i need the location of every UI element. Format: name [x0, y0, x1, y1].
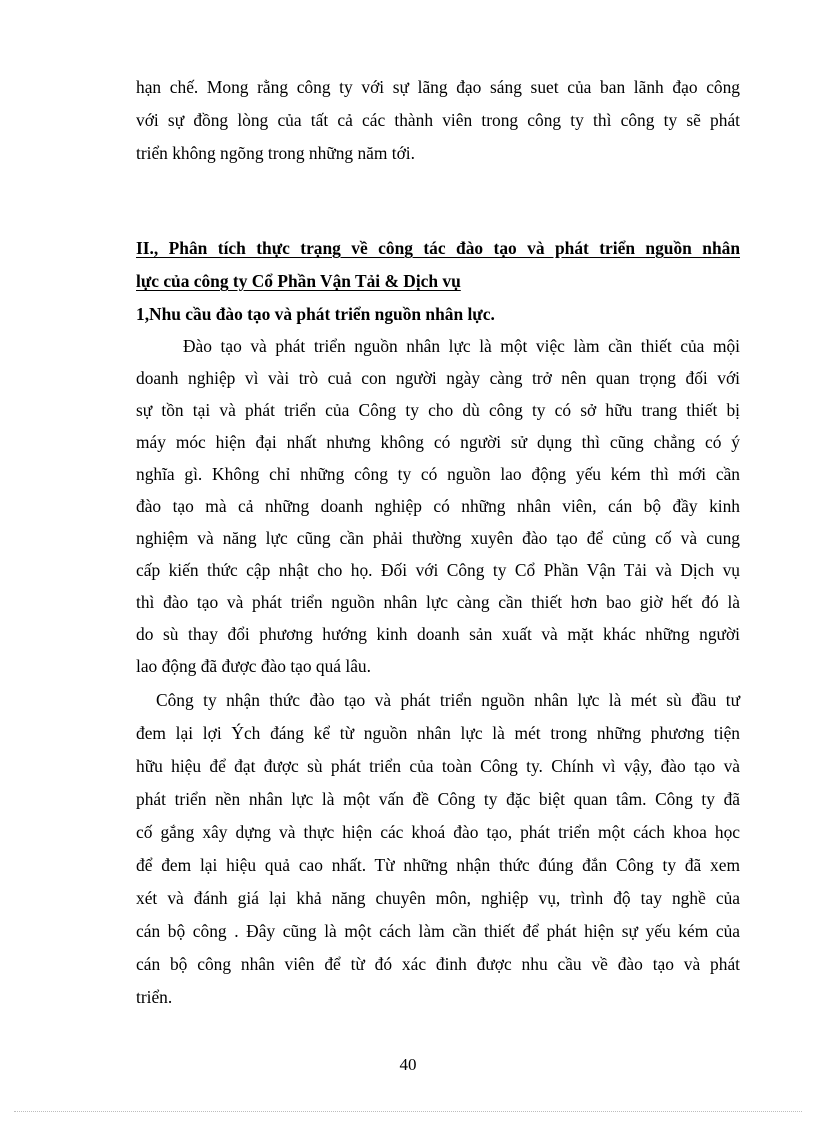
paragraph2-line-1: Công ty nhận thức đào tạo và phát triển nguồn nhân lực là mét sù đầu tư	[156, 690, 740, 710]
intro-line-1: hạn chế. Mong rằng công ty với sự lãng đạo sáng suet của ban lãnh đạo công	[136, 77, 740, 97]
intro-line-3: triển không ngõng trong những năm tới.	[136, 143, 415, 163]
paragraph1-line-4: máy móc hiện đại nhất nhưng không có người sử dụng thì cũng chẳng có ý	[136, 432, 740, 452]
page-bottom-rule	[14, 1111, 802, 1112]
intro-line-2: với sự đồng lòng của tất cả các thành viên trong công ty thì công ty sẽ phát	[136, 110, 740, 130]
subheading: 1,Nhu cầu đào tạo và phát triển nguồn nhân lực.	[136, 304, 495, 324]
page-number: 40	[399, 1055, 417, 1074]
paragraph2-line-2: đem lại lợi Ých đáng kể từ nguồn nhân lực là mét trong những phương tiện	[136, 723, 740, 743]
paragraph2-line-9: cán bộ công nhân viên để từ đó xác đinh được nhu cầu về đào tạo và phát	[136, 954, 740, 974]
paragraph2-line-5: cố gắng xây dựng và thực hiện các khoá đào tạo, phát triển một cách khoa học	[136, 822, 740, 842]
paragraph1-line-8: cấp kiến thức cập nhật cho họ. Đối với Công ty Cổ Phần Vận Tải và Dịch vụ	[136, 560, 740, 580]
section-heading-line-1: II., Phân tích thực trạng về công tác đào tạo và phát triển nguồn nhân	[136, 238, 740, 258]
paragraph1-line-1: Đào tạo và phát triển nguồn nhân lực là một việc làm cần thiết của mội	[183, 336, 740, 356]
paragraph2-line-4: phát triển nền nhân lực là một vấn đề Công ty đặc biệt quan tâm. Công ty đã	[136, 789, 740, 809]
paragraph1-line-7: nghiệm và năng lực cũng cần phải thường xuyên đào tạo để củng cố và cung	[136, 528, 740, 548]
paragraph1-line-11: lao động đã được đào tạo quá lâu.	[136, 656, 371, 676]
paragraph1-line-3: sự tồn tại và phát triển của Công ty cho dù công ty có sở hữu trang thiết bị	[136, 400, 740, 420]
paragraph1-line-9: thì đào tạo và phát triển nguồn nhân lực càng cần thiết hơn bao giờ hết đó là	[136, 592, 740, 612]
section-heading-line-2: lực của công ty Cổ Phần Vận Tải & Dịch vụ	[136, 271, 461, 291]
paragraph1-line-5: nghĩa gì. Không chỉ những công ty có nguồn lao động yếu kém thì mới cần	[136, 464, 740, 484]
paragraph2-line-7: xét và đánh giá lại khả năng chuyên môn, nghiệp vụ, trình độ tay nghề của	[136, 888, 740, 908]
paragraph1-line-2: doanh nghiệp vì vài trò cuả con người ngày càng trở nên quan trọng đối với	[136, 368, 740, 388]
paragraph2-line-10: triển.	[136, 987, 173, 1007]
paragraph1-line-10: do sù thay đổi phương hướng kinh doanh sản xuất và mặt khác những người	[136, 624, 740, 644]
paragraph2-line-8: cán bộ công . Đây cũng là một cách làm cần thiết để phát hiện sự yếu kém của	[136, 921, 740, 941]
paragraph2-line-3: hữu hiệu để đạt được sù phát triển của toàn Công ty. Chính vì vậy, đào tạo và	[136, 756, 740, 776]
paragraph2-line-6: để đem lại hiệu quả cao nhất. Từ những nhận thức đúng đắn Công ty đã xem	[136, 855, 740, 875]
paragraph1-line-6: đào tạo mà cả những doanh nghiệp có những nhân viên, cán bộ đầy kinh	[136, 496, 740, 516]
